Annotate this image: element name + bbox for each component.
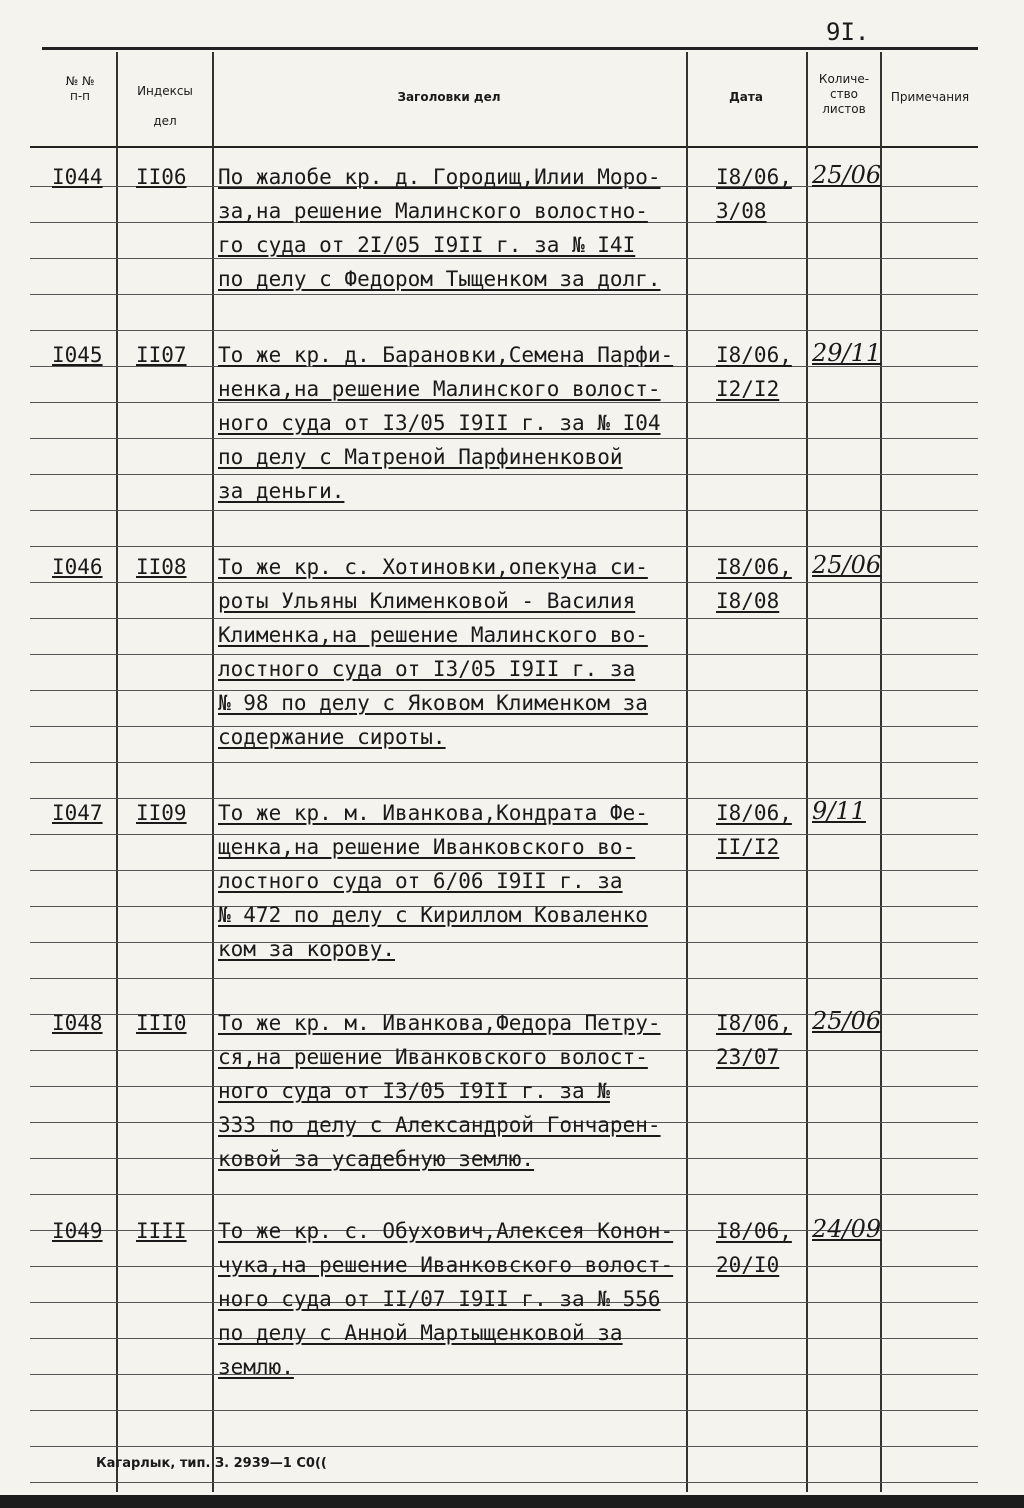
ruled-line — [30, 330, 978, 331]
title-line: То же кр. м. Иванкова,Федора Петру- — [218, 1011, 661, 1035]
header-title: Заголовки дел — [397, 90, 501, 104]
title-line: № 98 по делу с Яковом Клименком за — [218, 691, 648, 715]
date-start: I8/06, — [716, 801, 792, 825]
header-date: Дата — [729, 90, 763, 104]
date-end: II/I2 — [716, 835, 780, 859]
row-sheets: 29/11 — [812, 339, 882, 367]
row-number: I046 — [52, 555, 103, 579]
row-title — [218, 160, 661, 296]
row-dates — [716, 160, 792, 228]
title-line: по делу с Анной Мартыщенковой за — [218, 1321, 623, 1345]
date-end: I2/I2 — [716, 377, 780, 401]
header-sheets: Количе- ство листов — [818, 72, 870, 116]
title-line: лостного суда от I3/05 I9II г. за — [218, 657, 636, 681]
header-notes: Примечания — [890, 90, 970, 104]
title-line: ного суда от II/07 I9II г. за № 556 — [218, 1287, 661, 1311]
date-end: 3/08 — [716, 199, 767, 223]
row-sheets: 9/11 — [812, 797, 866, 825]
column-divider — [686, 52, 688, 1492]
title-line: чука,на решение Иванковского волост- — [218, 1253, 674, 1277]
title-line: ного суда от I3/05 I9II г. за № — [218, 1079, 610, 1103]
title-line: То же кр. м. Иванкова,Кондрата Фе- — [218, 801, 648, 825]
row-index: II07 — [136, 343, 187, 367]
row-dates — [716, 796, 792, 864]
header-top-rule — [42, 47, 978, 50]
row-title — [218, 550, 648, 754]
row-number: I048 — [52, 1011, 103, 1035]
title-line: Клименка,на решение Малинского во- — [218, 623, 648, 647]
title-line: ковой за усадебную землю. — [218, 1147, 535, 1171]
row-sheets: 25/06 — [812, 551, 882, 579]
title-line: лостного суда от 6/06 I9II г. за — [218, 869, 623, 893]
title-line: по делу с Матреной Парфиненковой — [218, 445, 623, 469]
ruled-line — [30, 1410, 978, 1411]
row-title — [218, 1006, 661, 1176]
ruled-line — [30, 1446, 978, 1447]
row-number: I049 — [52, 1219, 103, 1243]
ruled-line — [30, 762, 978, 763]
title-line: землю. — [218, 1355, 294, 1379]
header-num: № № п-п — [65, 74, 95, 103]
header-index: Индексы дел — [137, 84, 193, 128]
title-line: за деньги. — [218, 479, 345, 503]
ruled-line — [30, 1194, 978, 1195]
title-line: По жалобе кр. д. Городищ,Илии Моро- — [218, 165, 661, 189]
row-dates — [716, 550, 792, 618]
row-index: II06 — [136, 165, 187, 189]
row-index: III0 — [136, 1011, 187, 1035]
title-line: То же кр. д. Барановки,Семена Парфи- — [218, 343, 674, 367]
date-end: 20/I0 — [716, 1253, 780, 1277]
row-index: II09 — [136, 801, 187, 825]
title-line: по делу с Федором Тыщенком за долг. — [218, 267, 661, 291]
row-sheets: 25/06 — [812, 1007, 882, 1035]
row-index: II08 — [136, 555, 187, 579]
date-end: 23/07 — [716, 1045, 780, 1069]
column-divider — [880, 52, 882, 1492]
title-line: ся,на решение Иванковского волост- — [218, 1045, 648, 1069]
title-line: ненка,на решение Малинского волост- — [218, 377, 661, 401]
date-start: I8/06, — [716, 1011, 792, 1035]
row-dates — [716, 1214, 792, 1282]
scan-edge — [0, 1495, 1024, 1508]
row-title — [218, 338, 673, 508]
header-bottom-rule — [30, 146, 978, 148]
ruled-line — [30, 546, 978, 547]
title-line: То же кр. с. Хотиновки,опекуна си- — [218, 555, 648, 579]
date-start: I8/06, — [716, 165, 792, 189]
column-divider — [116, 52, 118, 1492]
ruled-line — [30, 1482, 978, 1483]
ruled-line — [30, 510, 978, 511]
row-number: I044 — [52, 165, 103, 189]
date-start: I8/06, — [716, 1219, 792, 1243]
row-sheets: 25/06 — [812, 161, 882, 189]
row-number: I047 — [52, 801, 103, 825]
row-title — [218, 1214, 673, 1384]
row-number: I045 — [52, 343, 103, 367]
row-sheets: 24/09 — [812, 1215, 882, 1243]
column-divider — [212, 52, 214, 1492]
row-index: IIII — [136, 1219, 187, 1243]
row-title — [218, 796, 648, 966]
title-line: ком за корову. — [218, 937, 396, 961]
title-line: 333 по делу с Александрой Гончарен- — [218, 1113, 661, 1137]
title-line: за,на решение Малинского волостно- — [218, 199, 648, 223]
title-line: роты Ульяны Клименковой - Василия — [218, 589, 636, 613]
column-divider — [806, 52, 808, 1492]
title-line: щенка,на решение Иванковского во- — [218, 835, 636, 859]
title-line: То же кр. с. Обухович,Алексея Конон- — [218, 1219, 674, 1243]
date-start: I8/06, — [716, 555, 792, 579]
row-dates — [716, 338, 792, 406]
title-line: № 472 по делу с Кириллом Коваленко — [218, 903, 648, 927]
ruled-line — [30, 978, 978, 979]
printer-imprint: Кагарлык, тип. З. 2939—1 С0(( — [96, 1456, 327, 1471]
page-number: 9I. — [826, 18, 870, 46]
row-dates — [716, 1006, 792, 1074]
title-line: го суда от 2I/05 I9II г. за № I4I — [218, 233, 636, 257]
title-line: ного суда от I3/05 I9II г. за № I04 — [218, 411, 661, 435]
date-end: I8/08 — [716, 589, 780, 613]
date-start: I8/06, — [716, 343, 792, 367]
title-line: содержание сироты. — [218, 725, 446, 749]
